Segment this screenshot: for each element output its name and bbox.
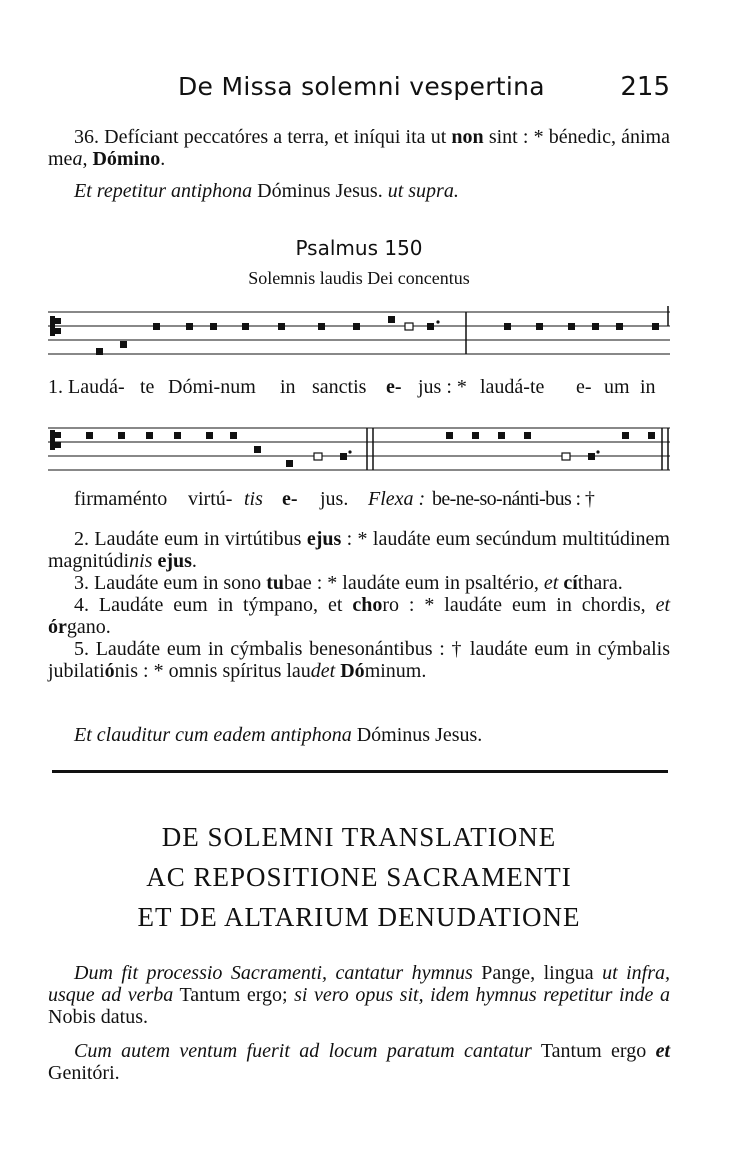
verse-5: 5. Laudáte eum in cýmbalis benesonántibus : † laudáte eum in cýmbalis jubilatiónis : * omnis spíritus laudet Dóminum. [48, 638, 670, 682]
running-title: De Missa solemni vespertina [178, 72, 545, 101]
psalm-subtitle: Solemnis laudis Dei concentus [248, 268, 470, 288]
psalm-title: Psalmus 150 [295, 236, 423, 260]
section-title-line-3: ET DE ALTARIUM DENUDATIONE [137, 902, 581, 932]
antiphon-repeat-note: Et repetitur antiphona Dóminus Jesus. ut supra. [74, 180, 459, 202]
rubric-arrival: Cum autem ventum fuerit ad locum paratum cantatur Tantum ergo et Genitóri. [48, 1040, 670, 1084]
verse-3: 3. Laudáte eum in sono tubae : * laudáte eum in psaltério, et cíthara. [74, 572, 623, 594]
chant-staff-2 [48, 422, 672, 478]
section-title-line-1: DE SOLEMNI TRANSLATIONE [161, 822, 557, 852]
verse-36: 36. Defíciant peccatóres a terra, et iníqui ita ut non sint : * bénedic, ánima mea, Dómino. [48, 126, 670, 170]
psalm-verses [48, 528, 670, 682]
section-divider [52, 770, 668, 773]
page-number: 215 [620, 72, 670, 102]
running-header [48, 72, 670, 106]
rubric-procession: Dum fit processio Sacramenti, cantatur hymnus Pange, lingua ut infra, usque ad verba Tantum ergo; si vero opus sit, idem hymnus repetitur inde a Nobis datus. [48, 962, 670, 1028]
book-page: De Missa solemni vespertina 215 36. Defíciant peccatóres a terra, et iníqui ita ut non sint : * bénedic, ánima mea, Dómino. Et repetitur antiphona Dóminus Jesus. ut supra. Psalmus 150 Solemnis laudis Dei concentus 1. Laudá- te Dómi-num in sanctis e- jus : * laudá-te e- um in firmaménto virtú- tis e- jus. Flexa : be-ne-so-nánti-bus : † 2. Laudáte eum in virtútibus ejus : * laudáte eum secúndum multitúdinem magnitúdinis ejus. 3. Laudáte eum in sono tubae : * laudáte eum in psaltério, et cíthara. 4. Laudáte eum in týmpano, et choro : * laudáte eum in chordis, et órgano. 5. Laudáte eum in cýmbalis benesonántibus : † laudáte eum in cýmbalis jubilatiónis : * omnis spíritus laudet Dóminum. Et clauditur cum eadem antiphona Dóminus Jesus. DE SOLEMNI TRANSLATIONE AC REPOSITIONE SACRAMENTI ET DE ALTARIUM DENUDATIONE Dum fit processio Sacramenti, cantatur hymnus Pange, lingua ut infra, usque ad verba Tantum ergo; si vero opus sit, idem hymnus repetitur inde a Nobis datus. Cum autem ventum fuerit ad locum paratum cantatur Tantum ergo et Genitóri. [48, 72, 671, 1084]
antiphon-closing-note: Et clauditur cum eadem antiphona Dóminus Jesus. [74, 724, 483, 746]
verse-4: 4. Laudáte eum in týmpano, et choro : * laudáte eum in chordis, et órgano. [48, 594, 671, 638]
verse-number: 36. [74, 126, 99, 148]
verse-2: 2. Laudáte eum in virtútibus ejus : * laudáte eum secúndum multitúdinem magnitúdinis ejus. [48, 528, 670, 572]
chant-staff-1 [48, 304, 672, 364]
staff-1-notation [48, 304, 672, 364]
staff-2-notation [48, 422, 672, 478]
section-title-line-2: AC REPOSITIONE SACRAMENTI [146, 862, 572, 892]
